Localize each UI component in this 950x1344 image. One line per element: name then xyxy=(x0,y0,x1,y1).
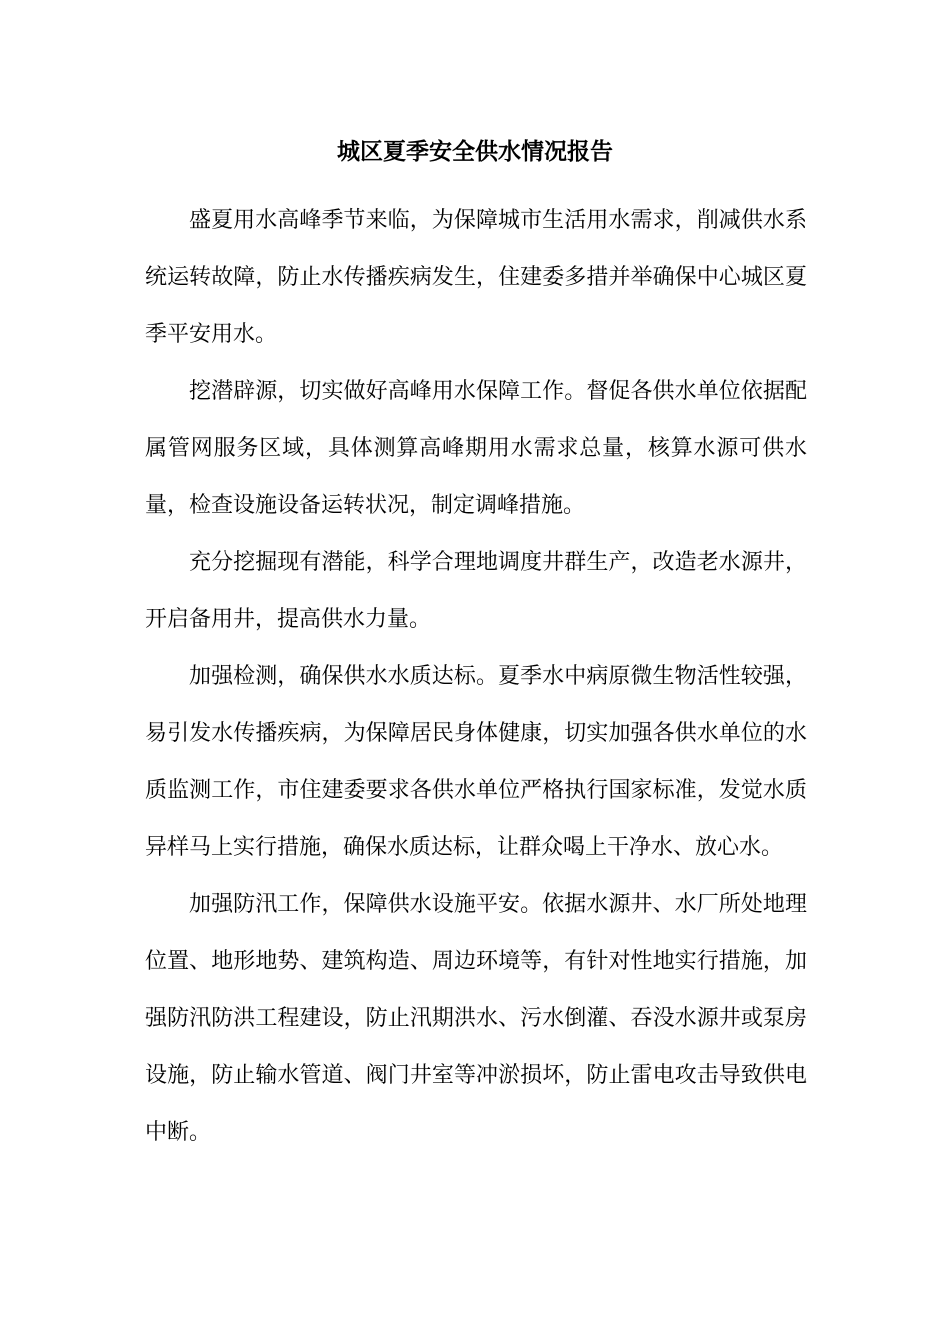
document-title: 城区夏季安全供水情况报告 xyxy=(337,138,613,165)
paragraph-5: 加强防汛工作，保障供水设施平安。依据水源井、水厂所处地理位置、地形地势、建筑构造、周边环境等，有针对性地实行措施，加强防汛防洪工程建设，防止汛期洪水、污水倒灌、吞没水源井或泵房设施，防止输水管道、阀门井室等冲淤损坏，防止雷电攻击导致供电中断。 xyxy=(145,892,807,1145)
paragraph-4: 加强检测，确保供水水质达标。夏季水中病原微生物活性较强，易引发水传播疾病，为保障居民身体健康，切实加强各供水单位的水质监测工作，市住建委要求各供水单位严格执行国家标准，发觉水质异样马上实行措施，确保水质达标，让群众喝上干净水、放心水。 xyxy=(145,664,807,860)
paragraph-3: 充分挖掘现有潜能，科学合理地调度井群生产，改造老水源井，开启备用井，提高供水力量。 xyxy=(145,550,807,632)
paragraph-1: 盛夏用水高峰季节来临，为保障城市生活用水需求，削减供水系统运转故障，防止水传播疾病发生，住建委多措并举确保中心城区夏季平安用水。 xyxy=(145,208,807,347)
document-body xyxy=(145,192,807,1161)
paragraph-2: 挖潜辟源，切实做好高峰用水保障工作。督促各供水单位依据配属管网服务区域，具体测算高峰期用水需求总量，核算水源可供水量，检查设施设备运转状况，制定调峰措施。 xyxy=(145,379,807,518)
